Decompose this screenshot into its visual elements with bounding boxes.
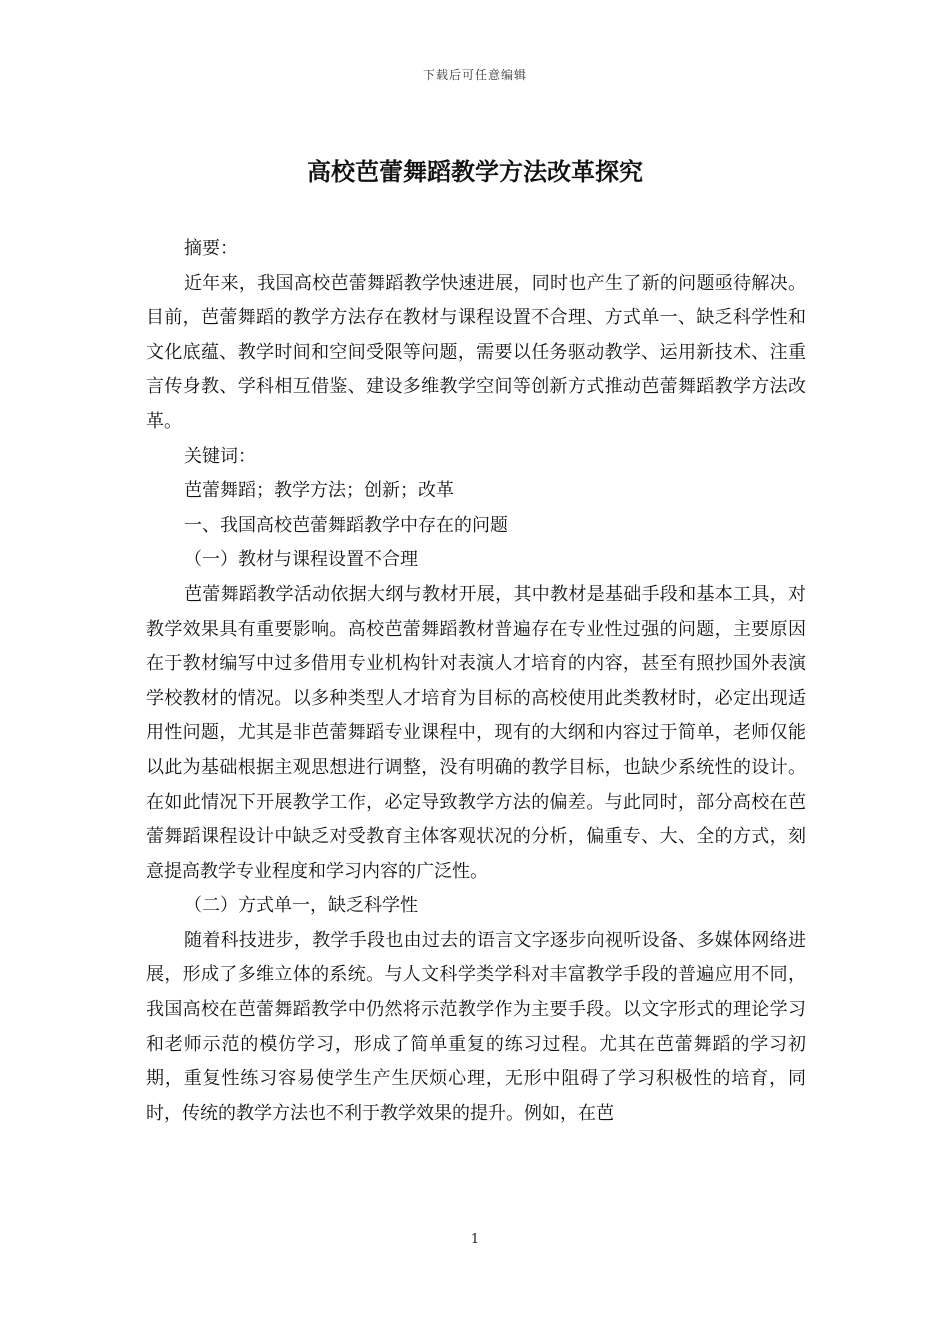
document-body (146, 232, 806, 1131)
header-note: 下载后可任意编辑 (422, 68, 527, 82)
keywords-label: 关键词： (184, 445, 256, 467)
abstract-paragraph: 近年来，我国高校芭蕾舞蹈教学快速进展，同时也产生了新的问题亟待解决。目前，芭蕾舞蹈的教学方法存在教材与课程设置不合理、方式单一、缺乏科学性和文化底蕴、教学时间和空间受限等问题，需要以任务驱动教学、运用新技术、注重言传身教、学科相互借鉴、建设多维教学空间等创新方式推动芭蕾舞蹈教学方法改革。 (146, 272, 806, 432)
keywords-paragraph: 芭蕾舞蹈；教学方法；创新；改革 (184, 480, 454, 502)
subsection-paragraph-1: 芭蕾舞蹈教学活动依据大纲与教材开展，其中教材是基础手段和基本工具，对教学效果具有重要影响。高校芭蕾舞蹈教材普遍存在专业性过强的问题，主要原因在于教材编写中过多借用专业机构针对表演人才培育的内容，甚至有照抄国外表演学校教材的情况。以多种类型人才培育为目标的高校使用此类教材时，必定出现适用性问题，尤其是非芭蕾舞蹈专业课程中，现有的大纲和内容过于简单，老师仅能以此为基础根据主观思想进行调整，没有明确的教学目标，也缺少系统性的设计。在如此情况下开展教学工作，必定导致教学方法的偏差。与此同时，部分高校在芭蕾舞蹈课程设计中缺乏对受教育主体客观状况的分析，偏重专、大、全的方式，刻意提高教学专业程度和学习内容的广泛性。 (146, 583, 806, 882)
section-heading-1: 一、我国高校芭蕾舞蹈教学中存在的问题 (184, 514, 508, 536)
abstract-label: 摘要： (184, 238, 238, 259)
subsection-heading-1: （一）教材与课程设置不合理 (184, 549, 418, 571)
page-number: 1 (470, 1232, 480, 1247)
subsection-heading-2: （二）方式单一，缺乏科学性 (184, 895, 418, 917)
subsection-paragraph-2: 随着科技进步，教学手段也由过去的语言文字逐步向视听设备、多媒体网络进展，形成了多维立体的系统。与人文科学类学科对丰富教学手段的普遍应用不同，我国高校在芭蕾舞蹈教学中仍然将示范教学作为主要手段。以文字形式的理论学习和老师示范的模仿学习，形成了简单重复的练习过程。尤其在芭蕾舞蹈的学习初期，重复性练习容易使学生产生厌烦心理，无形中阻碍了学习积极性的培育，同时，传统的教学方法也不利于教学效果的提升。例如，在芭 (146, 929, 806, 1124)
document-title: 高校芭蕾舞蹈教学方法改革探究 (307, 157, 643, 186)
